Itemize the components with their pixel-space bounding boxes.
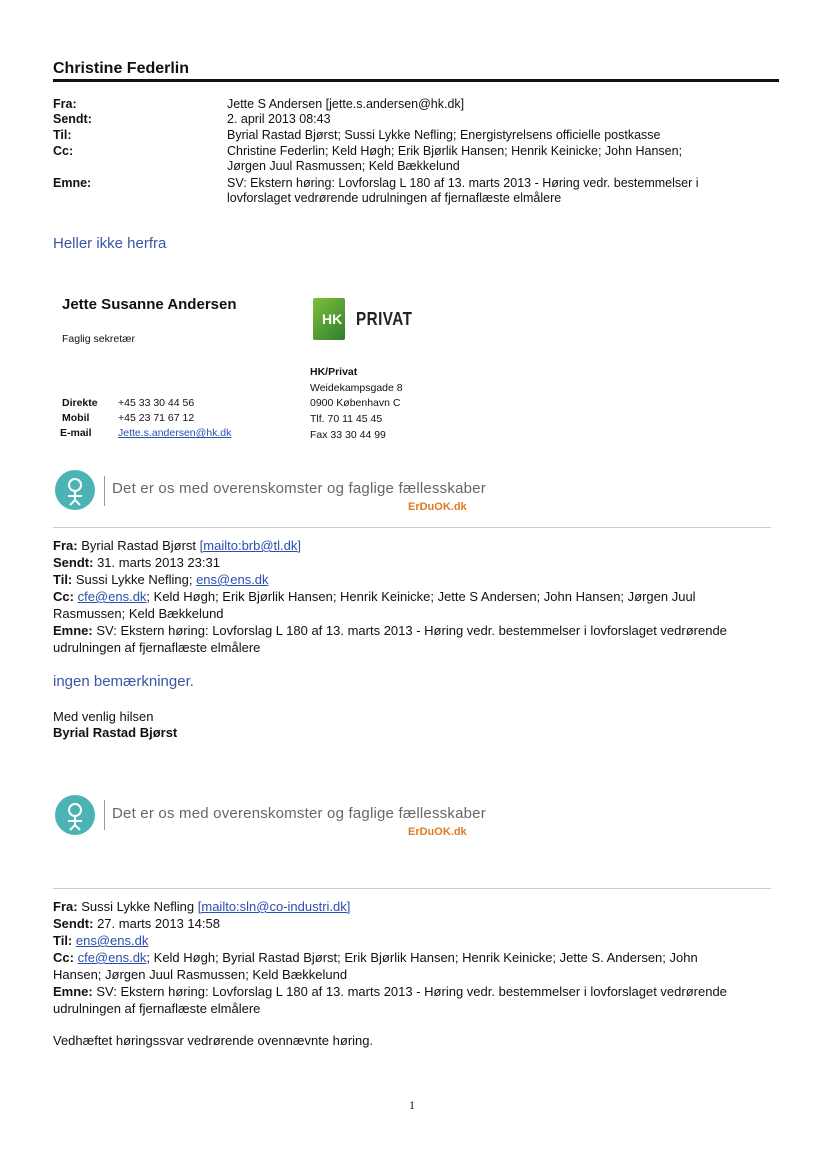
mail3-cc-row <box>53 949 783 966</box>
signature-role: Faglig sekretær <box>62 333 135 345</box>
mail2-til: Sussi Lykke Nefling; <box>75 572 197 587</box>
org-phone: Tlf. 70 11 45 45 <box>310 413 383 425</box>
mail3-emne-label: Emne: <box>53 984 93 999</box>
cc-value-line2: Jørgen Juul Rasmussen; Keld Bækkelund <box>227 159 460 173</box>
mail3-til-row <box>53 932 783 949</box>
mail3-til-link[interactable]: ens@ens.dk <box>75 933 149 948</box>
mail2-til-label: Til: <box>53 572 73 587</box>
mail3-cc-link[interactable]: cfe@ens.dk <box>77 950 147 965</box>
signature-name: Jette Susanne Andersen <box>62 296 237 313</box>
mail2-emne-row <box>53 622 783 639</box>
mail2-closing-name: Byrial Rastad Bjørst <box>53 725 178 740</box>
til-value: Byrial Rastad Bjørst; Sussi Lykke Nefling; Energistyrelsens officielle postkasse <box>227 128 661 142</box>
reply-body: Heller ikke herfra <box>53 235 167 252</box>
mobil-label: Mobil <box>62 412 90 424</box>
erduok-logo-icon-2 <box>55 795 95 835</box>
mail2-sendt-label: Sendt: <box>53 555 94 570</box>
mail3-cc-label: Cc: <box>53 950 74 965</box>
banner-site: ErDuOK.dk <box>408 501 467 513</box>
mail3-emne-line2: udrulningen af fjernaflæste elmålere <box>53 1001 261 1016</box>
hk-privat-logo <box>313 298 417 340</box>
mail3-sendt-label: Sendt: <box>53 916 94 931</box>
emne-label: Emne: <box>53 176 92 190</box>
org-name: HK/Privat <box>310 366 358 378</box>
section-divider <box>53 527 771 528</box>
banner-divider-2 <box>104 800 105 830</box>
emne-value-line2: lovforslaget vedrørende udrulningen af fjernaflæste elmålere <box>227 191 562 205</box>
mail2-emne-label: Emne: <box>53 623 93 638</box>
title-rule <box>53 79 779 82</box>
mail2-fra-label: Fra: <box>53 538 78 553</box>
fra-value: Jette S Andersen [jette.s.andersen@hk.dk] <box>227 97 465 111</box>
mail3-header <box>53 898 783 1017</box>
cc-value-line1: Christine Federlin; Keld Høgh; Erik Bjørlik Hansen; Henrik Keinicke; John Hansen; <box>227 144 683 158</box>
mail2-body: ingen bemærkninger. <box>53 673 194 690</box>
mail2-emne-line2: udrulningen af fjernaflæste elmålere <box>53 640 261 655</box>
mail2-emne: SV: Ekstern høring: Lovforslag L 180 af 13. marts 2013 - Høring vedr. bestemmelser i lovforslaget vedrørende <box>96 623 727 638</box>
mail3-body: Vedhæftet høringssvar vedrørende ovennævnte høring. <box>53 1033 374 1048</box>
fra-label: Fra: <box>53 97 77 111</box>
mail2-fra-row <box>53 537 783 554</box>
mail2-cc-row <box>53 588 783 605</box>
banner-site-2: ErDuOK.dk <box>408 826 467 838</box>
sender-name-title: Christine Federlin <box>53 60 190 77</box>
til-label: Til: <box>53 128 72 142</box>
emne-value-line1: SV: Ekstern høring: Lovforslag L 180 af 13. marts 2013 - Høring vedr. bestemmelser i <box>227 176 699 190</box>
mail3-sendt-row <box>53 915 783 932</box>
mail2-fra: Byrial Rastad Bjørst <box>81 538 200 553</box>
mail3-emne: SV: Ekstern høring: Lovforslag L 180 af 13. marts 2013 - Høring vedr. bestemmelser i lovforslaget vedrørende <box>96 984 727 999</box>
mail2-closing: Med venlig hilsen <box>53 709 154 724</box>
mail2-sendt: 31. marts 2013 23:31 <box>97 555 220 570</box>
section-divider-2 <box>53 888 771 889</box>
mail2-fra-link[interactable]: [mailto:brb@tl.dk] <box>199 538 302 553</box>
sendt-label: Sendt: <box>53 112 92 126</box>
mail3-til-label: Til: <box>53 933 73 948</box>
mail3-fra-row <box>53 898 783 915</box>
org-street: Weidekampsgade 8 <box>310 382 403 394</box>
erduok-logo-icon <box>55 470 95 510</box>
mail2-til-row <box>53 571 783 588</box>
org-fax: Fax 33 30 44 99 <box>310 429 386 441</box>
mail3-fra: Sussi Lykke Nefling <box>81 899 198 914</box>
mail2-cc-line2: Rasmussen; Keld Bækkelund <box>53 606 224 621</box>
org-city: 0900 København C <box>310 397 401 409</box>
banner-slogan-2: Det er os med overenskomster og faglige fællesskaber <box>112 805 486 822</box>
mail3-fra-link[interactable]: [mailto:sln@co-industri.dk] <box>197 899 351 914</box>
mail3-fra-label: Fra: <box>53 899 78 914</box>
mail3-emne-row <box>53 983 783 1000</box>
email-link[interactable]: Jette.s.andersen@hk.dk <box>118 427 232 439</box>
mail2-til-link[interactable]: ens@ens.dk <box>196 572 269 587</box>
mail2-cc-label: Cc: <box>53 589 74 604</box>
mail2-sendt-row <box>53 554 783 571</box>
mail3-sendt: 27. marts 2013 14:58 <box>97 916 220 931</box>
mail2-header <box>53 537 783 656</box>
privat-logo-text: PRIVAT <box>355 308 413 329</box>
direkte-value: +45 33 30 44 56 <box>118 397 195 409</box>
mail2-cc: ; Keld Høgh; Erik Bjørlik Hansen; Henrik Keinicke; Jette S Andersen; John Hansen; Jørgen Juul <box>146 589 696 604</box>
mail3-cc: ; Keld Høgh; Byrial Rastad Bjørst; Erik Bjørlik Hansen; Henrik Keinicke; Jette S. Andersen; John <box>146 950 698 965</box>
email-label: E-mail <box>60 427 92 439</box>
banner-divider <box>104 476 105 506</box>
direkte-label: Direkte <box>62 397 98 409</box>
sendt-value: 2. april 2013 08:43 <box>227 112 331 126</box>
hk-logo-mark: HK <box>322 311 343 327</box>
page-number: 1 <box>409 1098 415 1112</box>
hk-logo-icon <box>313 298 345 340</box>
mobil-value: +45 23 71 67 12 <box>118 412 195 424</box>
mail3-cc-line2: Hansen; Jørgen Juul Rasmussen; Keld Bækkelund <box>53 967 348 982</box>
cc-label: Cc: <box>53 144 74 158</box>
mail2-cc-link[interactable]: cfe@ens.dk <box>77 589 147 604</box>
banner-slogan: Det er os med overenskomster og faglige fællesskaber <box>112 480 486 497</box>
